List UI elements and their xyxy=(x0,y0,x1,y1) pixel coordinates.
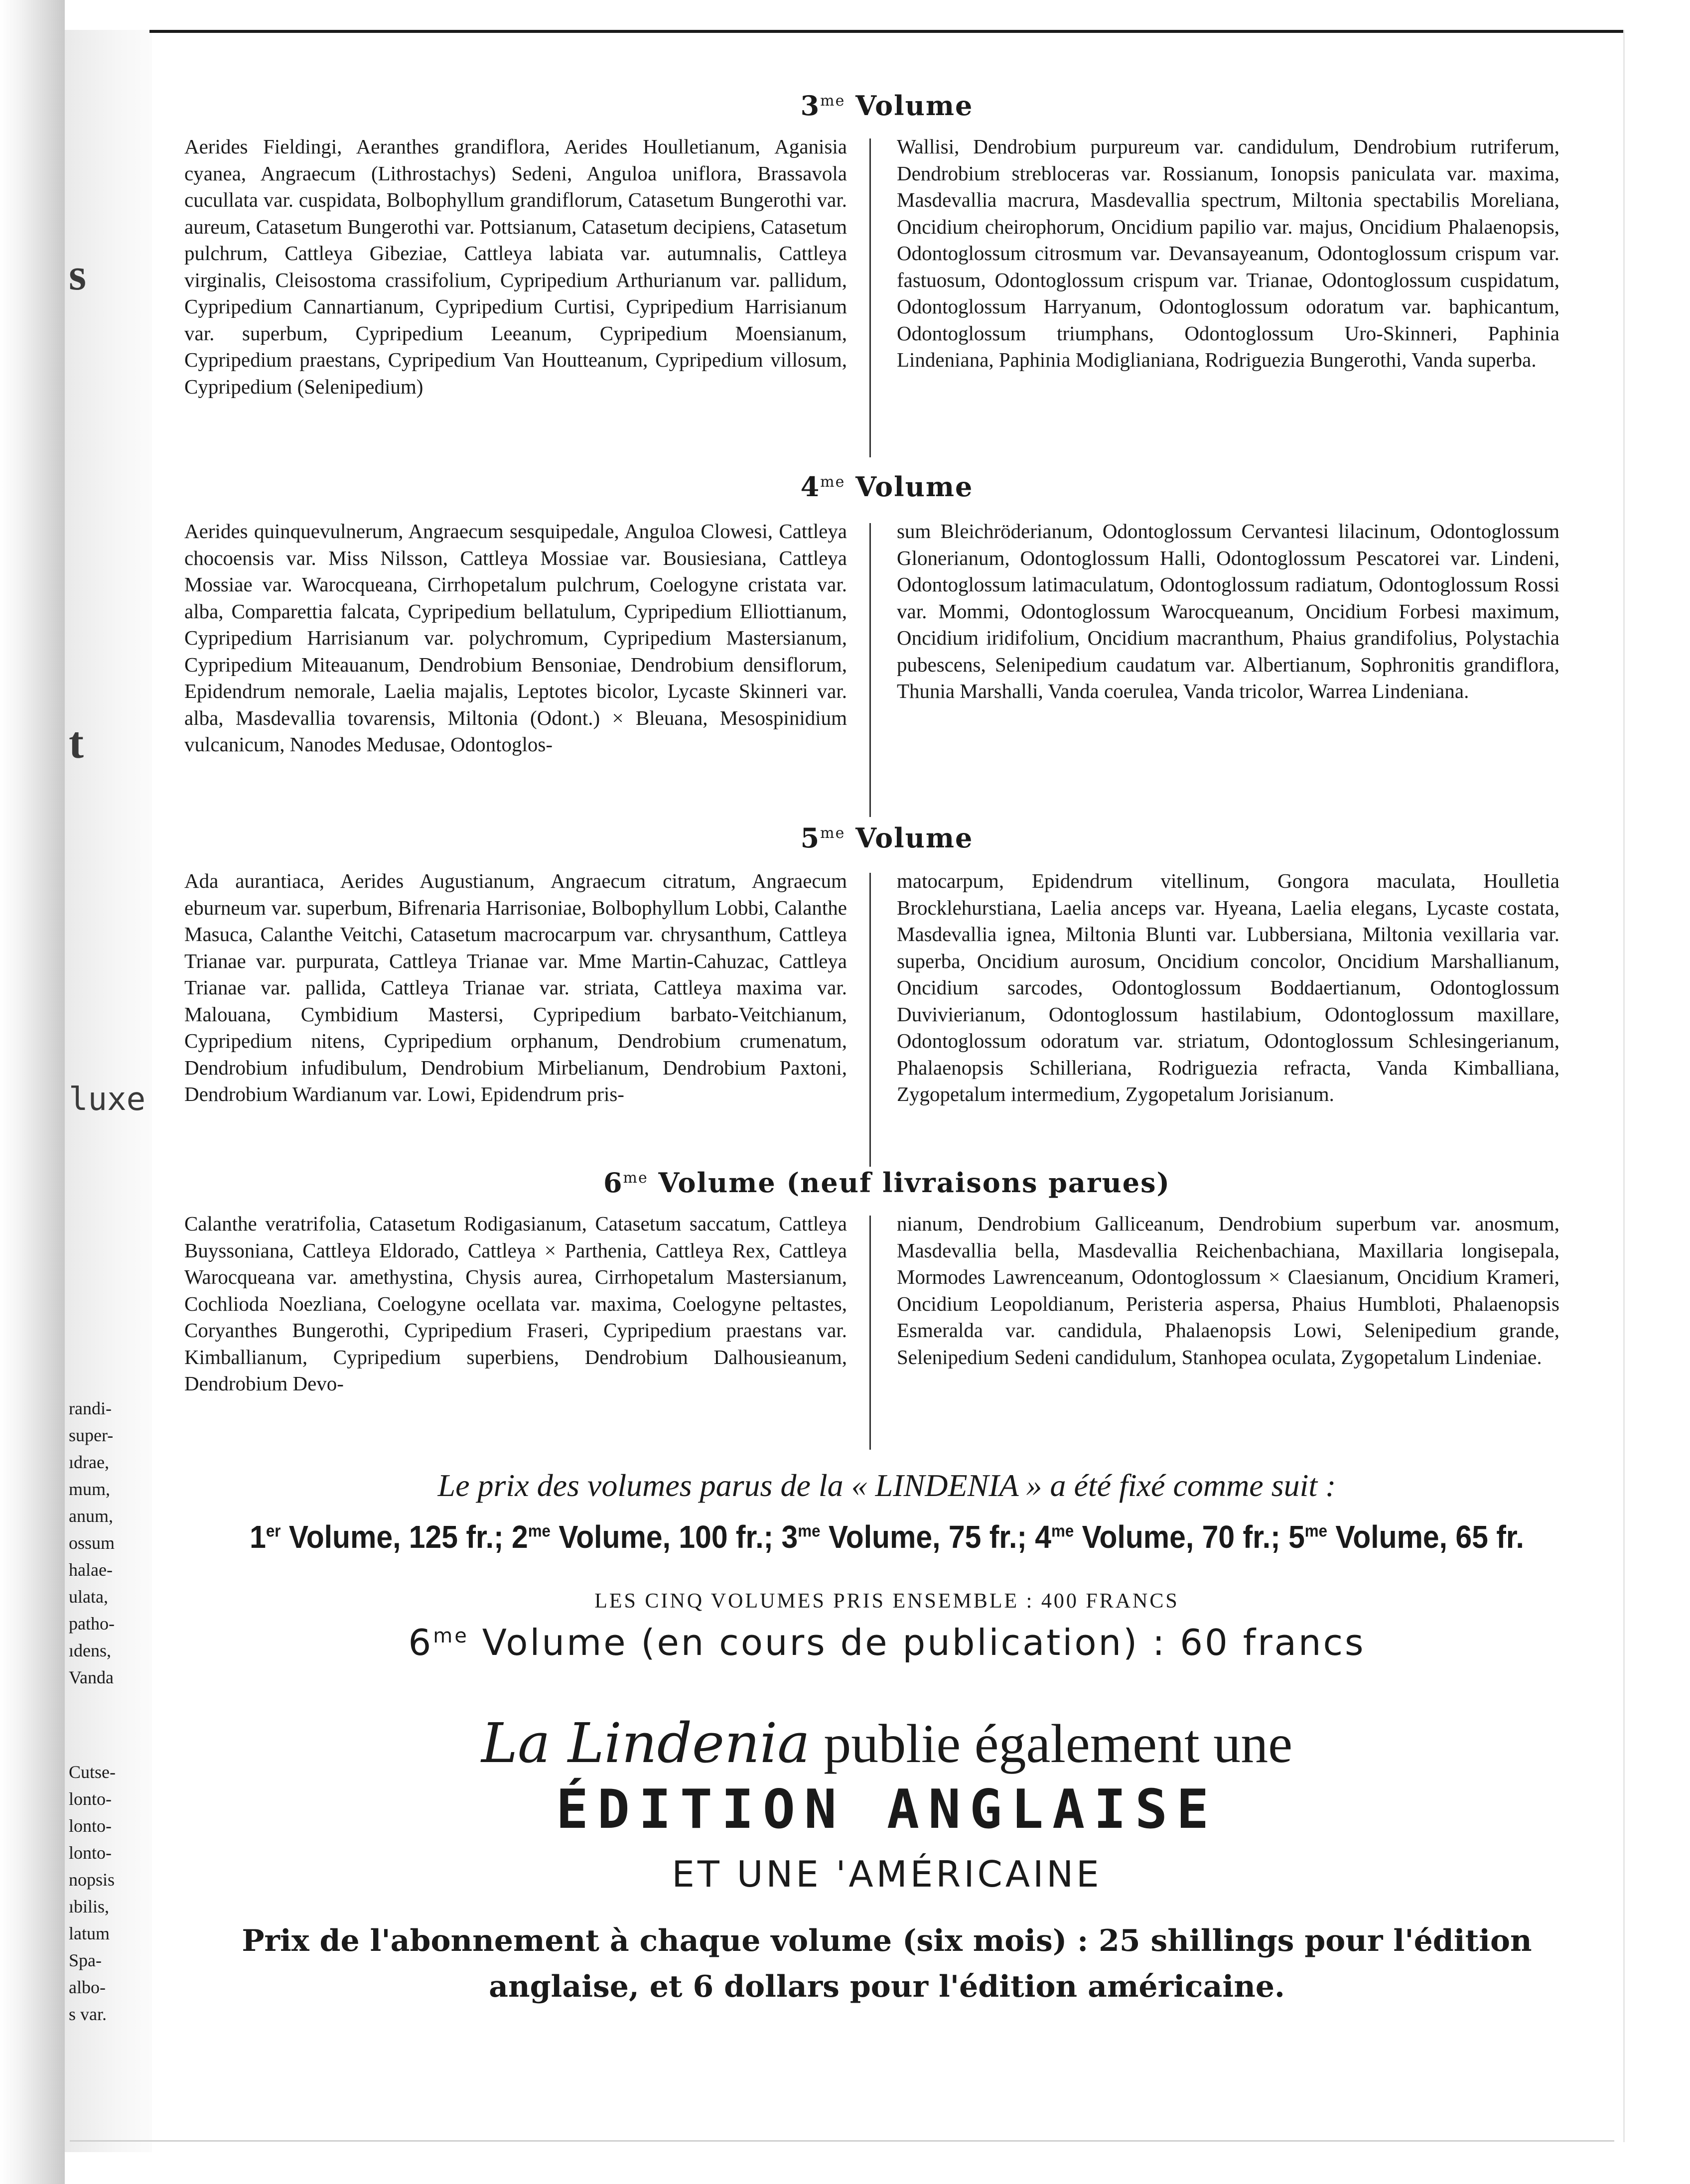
bleed-fragment: ıdens, xyxy=(69,1640,111,1660)
bleed-fragment: nopsis xyxy=(69,1870,115,1890)
bleed-fragment: ıdrae, xyxy=(69,1452,109,1472)
price-item: 1er Volume, 125 fr.; xyxy=(250,1519,504,1555)
previous-page-bleed xyxy=(65,30,152,2152)
price-item: $3^{me}$ Volume, 75 fr.; xyxy=(781,1519,1027,1555)
bottom-rule xyxy=(70,2140,1614,2142)
ordinal-suffix: me xyxy=(820,824,845,842)
bleed-fragment: s xyxy=(69,250,87,299)
volume-ordinal: 3 xyxy=(800,90,821,122)
volume-ordinal: 6 xyxy=(603,1167,623,1199)
also-publishes-line xyxy=(149,1711,1624,1775)
volume-3-list xyxy=(184,134,1584,462)
volume-3-heading xyxy=(149,90,1624,122)
bleed-fragment: Cutse- xyxy=(69,1762,116,1782)
sixth-volume-price: $6^{me}$ Volume (en cours de publication) : 60 francs xyxy=(408,1622,1366,1663)
volume-title: Volume xyxy=(845,90,974,122)
bleed-fragment: super- xyxy=(69,1425,114,1445)
five-volumes-bundle-price: LES CINQ VOLUMES PRIS ENSEMBLE : 400 FRANCS xyxy=(594,1590,1179,1613)
species-column-right: sum Bleichröderianum, Odontoglossum Cervantesi lilacinum, Odontoglossum Glonerianum, Odontoglossum Halli, Odontoglossum Pescatorei var. Lindeni, Odontoglossum latimaculatum, Odontoglossum radiatum, Odontoglossum Rossi var. Mommi, Odontoglossum Warocqueanum, Oncidium Forbesi maximum, Oncidium iridifolium, Oncidium macranthum, Phaius grandifolius, Polystachia pubescens, Selenipedium caudatum var. Albertianum, Sophronitis grandiflora, Thunia Marshalli, Vanda coerulea, Vanda tricolor, Warrea Lindeniana. xyxy=(897,520,1559,702)
volume-5-heading xyxy=(149,822,1624,854)
bleed-fragment: Spa- xyxy=(69,1950,102,1970)
bleed-fragment: ıbilis, xyxy=(69,1897,110,1916)
volume-4-list xyxy=(184,518,1584,817)
volume-ordinal: 4 xyxy=(800,471,821,503)
bleed-text-block xyxy=(69,1395,115,1691)
bleed-fragment: ulata, xyxy=(69,1587,108,1607)
bleed-text-block xyxy=(69,1759,116,2028)
volume-5-list xyxy=(184,868,1584,1167)
column-divider xyxy=(869,138,871,457)
bleed-fragment: s var. xyxy=(69,2004,107,2024)
volume-title: Volume xyxy=(845,822,974,854)
volume-6-heading xyxy=(149,1167,1624,1199)
price-list xyxy=(208,1518,1565,1555)
bleed-fragment: patho- xyxy=(69,1614,115,1634)
price-item: $2^{me}$ Volume, 100 fr.; xyxy=(511,1519,774,1555)
ordinal-suffix: me xyxy=(820,92,845,110)
bleed-fragment: luxe xyxy=(69,1081,146,1118)
species-column-right: nianum, Dendrobium Galliceanum, Dendrobium superbum var. anosmum, Masdevallia bella, Masdevallia Reichenbachiana, Maxillaria longisepala, Mormodes Lawrenceanum, Odontoglossum × Claesianum, Oncidium Krameri, Oncidium Leopoldianum, Peristeria aspersa, Phaius Humbloti, Phalaenopsis Esmeralda var. candidula, Phalaenopsis Lowi, Selenipedium grande, Selenipedium Sedeni candidulum, Stanhopea oculata, Zygopetalum Lindeniae. xyxy=(897,1212,1559,1368)
bleed-fragment: latum xyxy=(69,1923,110,1943)
species-column-right: matocarpum, Epidendrum vitellinum, Gongora maculata, Houlletia Brocklehurstiana, Laelia anceps var. Hyeana, Laelia elegans, Lycaste costata, Masdevallia ignea, Miltonia Blunti var. Lubbersiana, Miltonia vexillaria var. superba, Oncidium aurosum, Oncidium concolor, Oncidium Marshallianum, Oncidium sarcodes, Odontoglossum Boddaertianum, Odontoglossum Duvivierianum, Odontoglossum hastilabium, Odontoglossum maxillare, Odontoglossum odoratum var. striatum, Odontoglossum Schlesingerianum, Phalaenopsis Schilleriana, Rodriguezia refracta, Vanda Kimballiana, Zygopetalum intermedium, Zygopetalum Jorisianum. xyxy=(897,869,1559,1105)
american-edition-heading: ET UNE 'AMÉRICAINE xyxy=(672,1853,1102,1895)
bleed-fragment: halae- xyxy=(69,1560,113,1580)
price-intro: Le prix des volumes parus de la « LINDENIA » a été fixé comme suit : xyxy=(437,1468,1336,1503)
bleed-fragment: t xyxy=(69,718,84,768)
species-column-left: Calanthe veratrifolia, Catasetum Rodigasianum, Catasetum saccatum, Cattleya Buyssoniana, Cattleya Eldorado, Cattleya × Parthenia, Cattleya Rex, Cattleya Warocqueana var. amethystina, Chysis aurea, Cirrhopetalum Mastersianum, Cochlioda Noezliana, Coelogyne ocellata var. maxima, Coelogyne peltastes, Coryanthes Bungerothi, Cypripedium Fraseri, Cypripedium praestans var. Kimballianum, Cypripedium superbiens, Dendrobium Dalhousieanum, Dendrobium Devo- xyxy=(184,1212,847,1395)
journal-title: La Lindenia xyxy=(481,1711,810,1775)
bleed-fragment: randi- xyxy=(69,1398,112,1418)
volume-4-heading xyxy=(149,471,1624,503)
top-rule xyxy=(149,30,1624,33)
volume-title: Volume xyxy=(845,471,974,503)
bleed-fragment: ossum xyxy=(69,1533,115,1553)
binding-gutter xyxy=(0,0,65,2184)
ordinal-suffix: me xyxy=(820,473,845,491)
volume-ordinal: 5 xyxy=(800,822,821,854)
column-divider xyxy=(869,523,871,817)
species-column-left: Aerides quinquevulnerum, Angraecum sesquipedale, Anguloa Clowesi, Cattleya chocoensis var. Miss Nilsson, Cattleya Mossiae var. Bousiesiana, Cattleya Mossiae var. Warocqueana, Cirrhopetalum pulchrum, Coelogyne cristata var. alba, Comparettia falcata, Cypripedium bellatulum, Cypripedium Elliottianum, Cypripedium Harrisianum var. polychromum, Cypripedium Mastersianum, Cypripedium Miteauanum, Dendrobium Bensoniae, Dendrobium densiflorum, Epidendrum nemorale, Laelia majalis, Leptotes bicolor, Lycaste Skinneri var. alba, Masdevallia tovarensis, Miltonia (Odont.) × Bleuana, Mesospinidium vulcanicum, Nanodes Medusae, Odontoglos- xyxy=(184,520,847,756)
ordinal-suffix: me xyxy=(623,1169,648,1187)
species-column-right: Wallisi, Dendrobium purpureum var. candidulum, Dendrobium rutriferum, Dendrobium strebloceras var. Rossianum, Ionopsis paniculata var. maxima, Masdevallia macrura, Masdevallia spectrum, Miltonia spectabilis Moreliana, Oncidium cheirophorum, Oncidium papilio var. majus, Oncidium Phalaenopsis, Odontoglossum citrosmum var. Devansayeanum, Odontoglossum crispum var. fastuosum, Odontoglossum crispum var. Trianae, Odontoglossum cuspidatum, Odontoglossum Harryanum, Odontoglossum odoratum var. baphicantum, Odontoglossum triumphans, Odontoglossum Uro-Skinneri, Paphinia Lindeniana, Paphinia Modiglianiana, Rodriguezia Bungerothi, Vanda superba. xyxy=(897,135,1559,371)
bleed-fragment: lonto- xyxy=(69,1789,112,1809)
price-item: $5^{me}$ Volume, 65 fr. xyxy=(1288,1519,1524,1555)
also-publishes-text: publie également une xyxy=(810,1713,1293,1774)
column-divider xyxy=(869,1216,871,1450)
subscription-price: Prix de l'abonnement à chaque volume (six mois) : 25 shillings pour l'édition anglaise, et 6 dollars pour l'édition américaine. xyxy=(242,1923,1532,2004)
bleed-fragment: Vanda xyxy=(69,1667,114,1687)
price-item: $4^{me}$ Volume, 70 fr.; xyxy=(1035,1519,1280,1555)
bleed-fragment: albo- xyxy=(69,1977,106,1997)
volume-6-list xyxy=(184,1211,1584,1450)
bleed-fragment: lonto- xyxy=(69,1816,112,1836)
species-column-left: Ada aurantiaca, Aerides Augustianum, Angraecum citratum, Angraecum eburneum var. superbum, Bifrenaria Harrisoniae, Bolbophyllum Lobbi, Calanthe Masuca, Calanthe Veitchi, Catasetum macrocarpum var. chrysanthum, Cattleya Trianae var. purpurata, Cattleya Trianae var. Mme Martin-Cahuzac, Cattleya Trianae var. pallida, Cattleya Trianae var. striata, Cattleya maxima var. Malouana, Cymbidium Mastersi, Cypripedium barbato-Veitchianum, Cypripedium nitens, Cypripedium orphanum, Dendrobium crumenatum, Dendrobium infudibulum, Dendrobium Mirbelianum, Dendrobium Paxtoni, Dendrobium Wardianum var. Lowi, Epidendrum pris- xyxy=(184,869,847,1105)
bleed-fragment: lonto- xyxy=(69,1843,112,1863)
bleed-fragment: mum, xyxy=(69,1479,111,1499)
species-column-left: Aerides Fieldingi, Aeranthes grandiflora, Aerides Houlletianum, Aganisia cyanea, Angraecum (Lithrostachys) Sedeni, Anguloa uniflora, Brassavola cucullata var. cuspidata, Bolbophyllum grandiflorum, Catasetum Bungerothi var. aureum, Catasetum Bungerothi var. Pottsianum, Catasetum decipiens, Catasetum pulchrum, Cattleya Gibeziae, Cattleya labiata var. autumnalis, Cattleya virginalis, Cleisostoma crassifolium, Cypripedium Arthurianum var. pallidum, Cypripedium Cannartianum, Cypripedium Curtisi, Cypripedium Harrisianum var. superbum, Cypripedium Leeanum, Cypripedium Moensianum, Cypripedium praestans, Cypripedium Van Houtteanum, Cypripedium villosum, Cypripedium (Selenipedium) xyxy=(184,135,847,398)
english-edition-heading: ÉDITION ANGLAISE xyxy=(556,1778,1218,1841)
column-divider xyxy=(869,873,871,1167)
bleed-fragment: anum, xyxy=(69,1506,113,1526)
volume-title: Volume (neuf livraisons parues) xyxy=(648,1167,1171,1199)
